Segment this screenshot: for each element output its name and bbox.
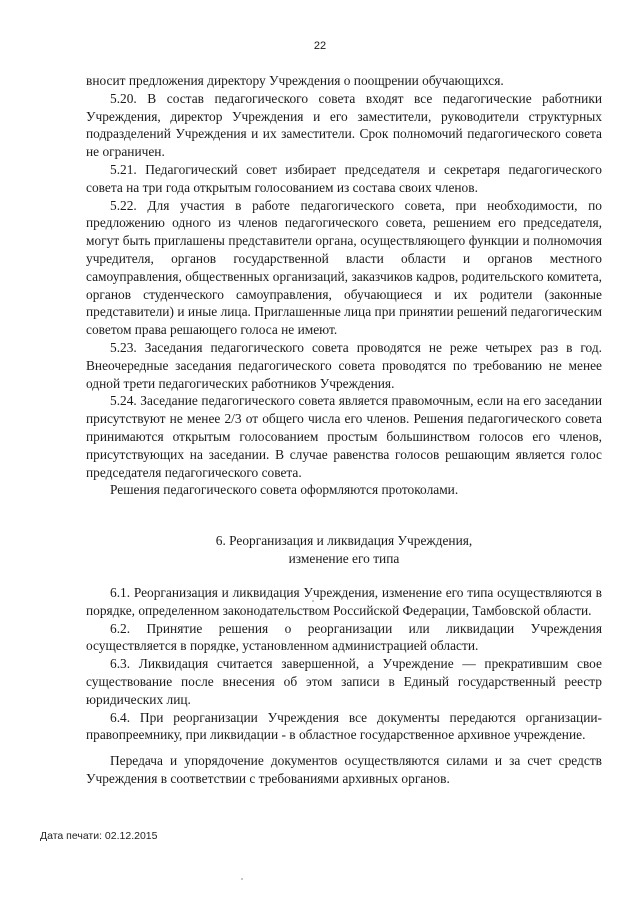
paragraph-5-21: 5.21. Педагогический совет избирает председателя и секретаря педагогического совета на три года открытым голосованием из состава своих членов. [86, 161, 602, 195]
paragraph-6-3: 6.3. Ликвидация считается завершенной, а Учреждение — прекратившим свое существование после внесения об этом записи в Единый государственный реестр юридических лиц. [86, 656, 602, 707]
paragraph-protocols: Решения педагогического совета оформляются протоколами. [110, 482, 459, 498]
section-heading-line-2: изменение его типа [288, 551, 400, 566]
paragraph-6-4: 6.4. При реорганизации Учреждения все документы передаются организации-правопреемнику, при ликвидации - в областное государственное архивное учреждение. [86, 709, 602, 743]
paragraph-archive-transfer: Передача и упорядочение документов осуществляются силами и за счет средств Учреждения в соответствии с требованиями архивных органов. [86, 753, 602, 786]
paragraph-6-2: 6.2. Принятие решения о реорганизации или ликвидации Учреждения осуществляется в порядке, установленном администрацией области. [86, 620, 602, 654]
section-6-heading [86, 532, 602, 568]
paragraph: вносит предложения директору Учреждения о поощрении обучающихся. [86, 73, 504, 88]
section-6-body [86, 584, 602, 788]
scan-speck [241, 878, 243, 880]
paragraph-5-23: 5.23. Заседания педагогического совета проводятся не реже четырех раз в год. Внеочередные заседания педагогического совета проводятся по требованию не менее одной трети педагогических работников Учреждения. [86, 339, 602, 391]
page-number: 22 [313, 40, 327, 52]
paragraph-5-24: 5.24. Заседание педагогического совета является правомочным, если на его заседании присутствуют не менее 2/3 от общего числа его членов. Решения педагогического совета принимаются открытым голосованием простым большинством голосов его членов, присутствующих на заседании. В случае равенства голосов решающим является голос председателя педагогического совета. [86, 393, 602, 480]
paragraph-5-20: 5.20. В состав педагогического совета входят все педагогические работники Учреждения, директор Учреждения и его заместители, руководители структурных подразделений Учреждения и их заместители. Срок полномочий педагогического совета не ограничен. [86, 90, 602, 160]
document-body [86, 72, 602, 499]
paragraph-6-1: 6.1. Реорганизация и ликвидация Учреждения, изменение его типа осуществляются в порядке, определенном законодательством Российской Федерации, Тамбовской области. [86, 585, 602, 618]
paragraph-5-22: 5.22. Для участия в работе педагогического совета, при необходимости, по предложению одного из членов педагогического совета, решением его председателя, могут быть приглашены представители органа, осуществляющего функции и полномочия учредителя, органов государственной власти области и органов местного самоуправления, общественных организаций, заказчиков кадров, родительского комитета, органов студенческого самоуправления, обучающиеся и их родители (законные представители) и иные лица. Приглашенные лица при принятии решений педагогическим советом права решающего голоса не имеют. [86, 197, 602, 338]
section-heading-line-1: 6. Реорганизация и ликвидация Учреждения, [215, 533, 473, 548]
print-date: Дата печати: 02.12.2015 [40, 830, 158, 842]
